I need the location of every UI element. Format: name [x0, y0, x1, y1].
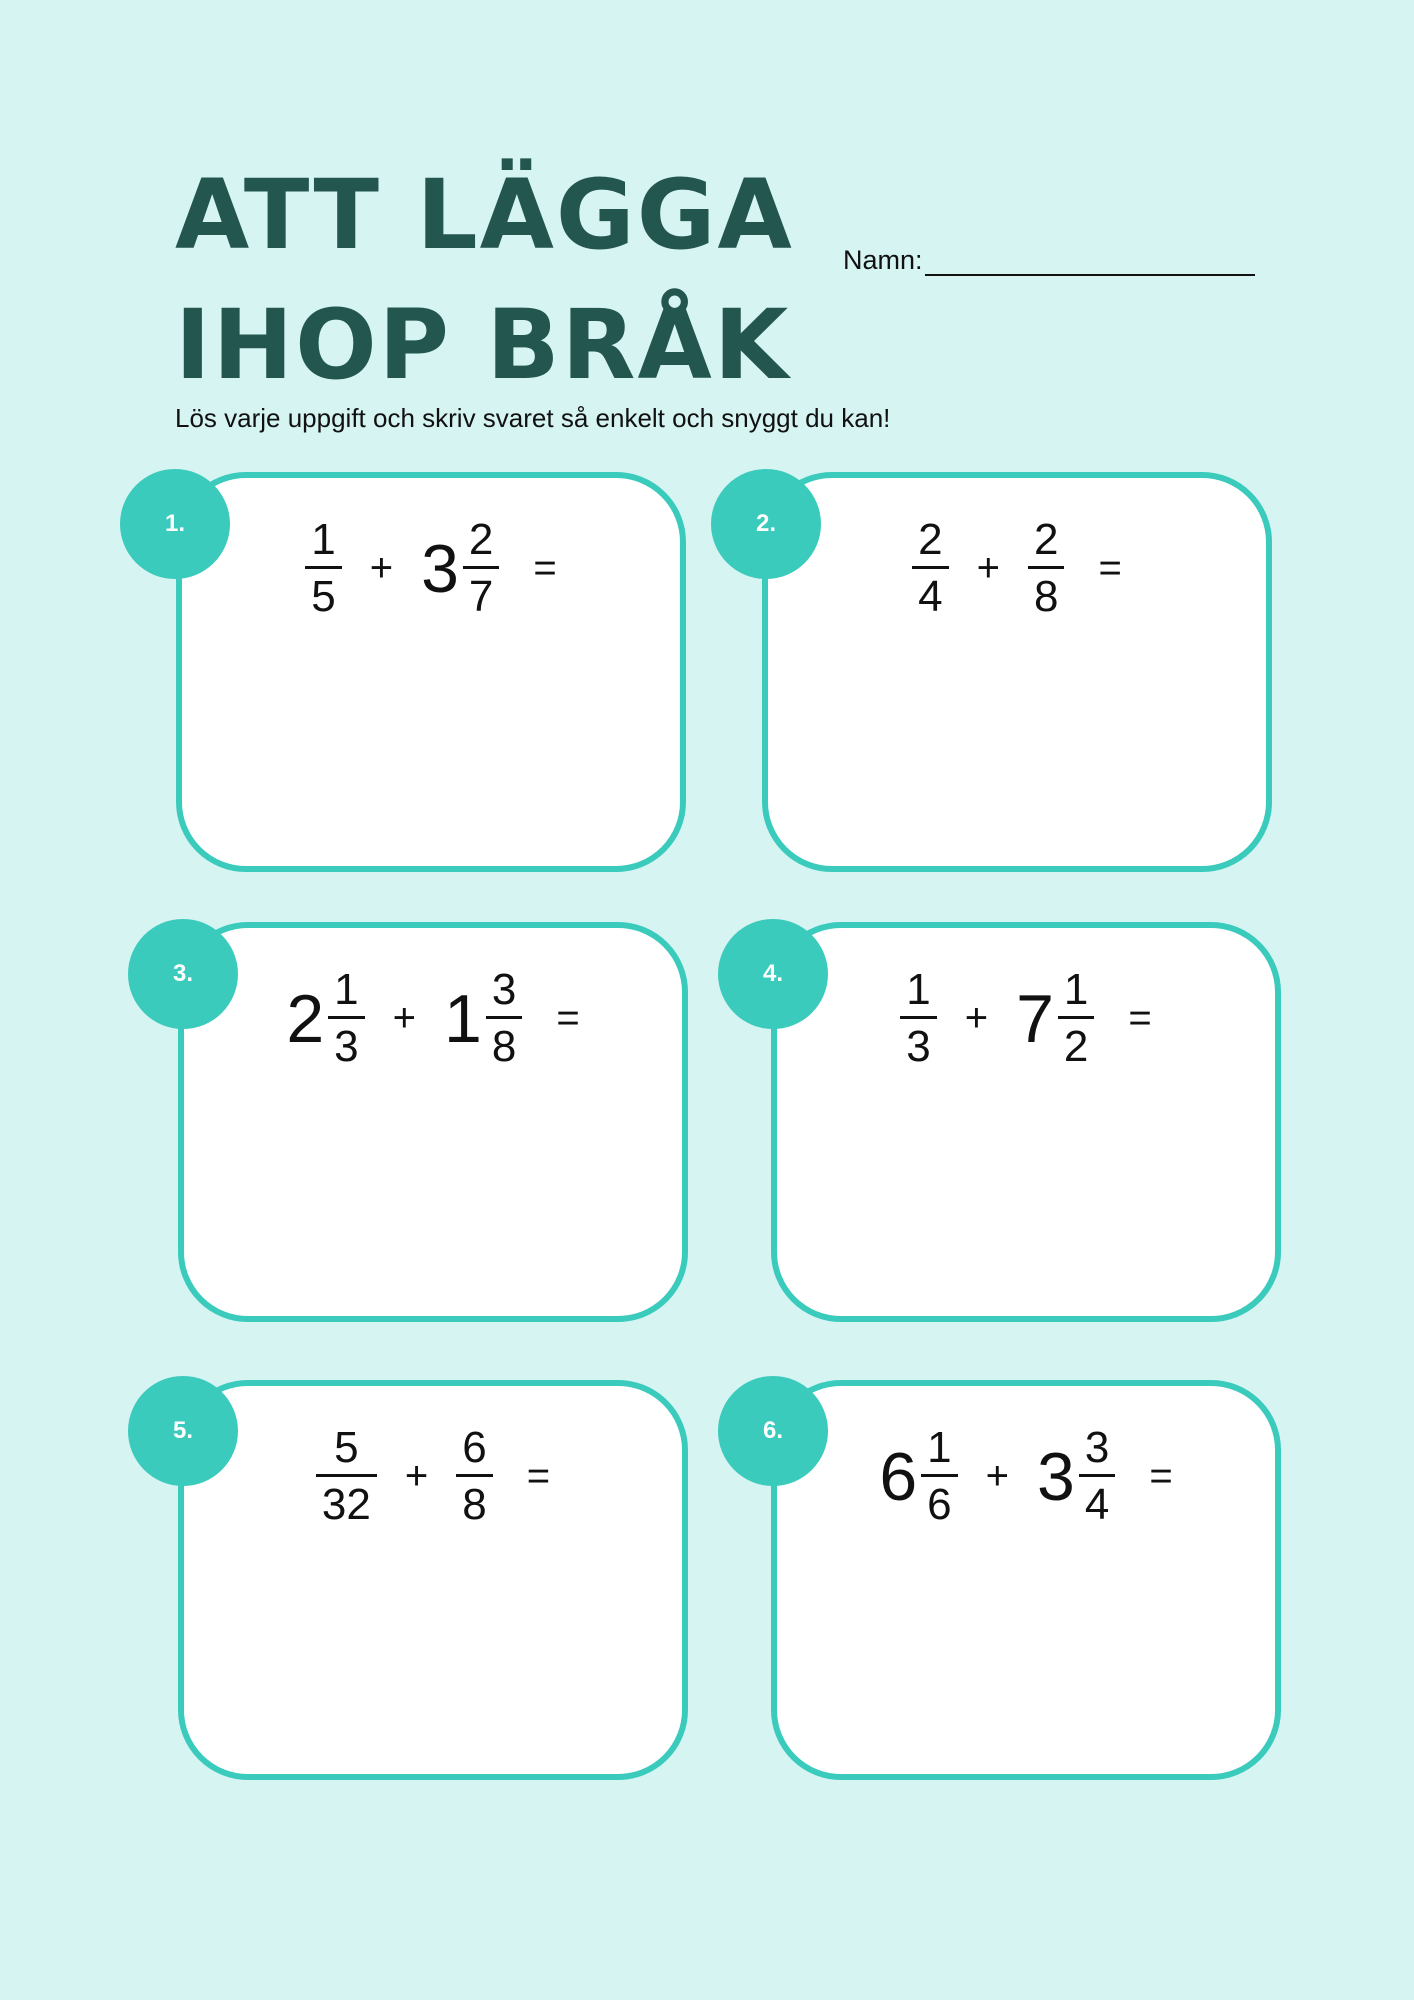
- fraction-expression: [184, 965, 682, 1071]
- plus-sign: +: [964, 996, 989, 1040]
- denominator: 6: [921, 1474, 957, 1527]
- whole-number: 3: [421, 530, 459, 607]
- whole-number: 6: [879, 1438, 918, 1515]
- numerator: 1: [1063, 965, 1089, 1014]
- numerator: 1: [906, 965, 931, 1014]
- problem-card-2[interactable]: [762, 472, 1272, 872]
- equals-sign: =: [533, 546, 557, 590]
- name-answer-line[interactable]: [925, 240, 1255, 276]
- equals-sign: =: [526, 1454, 551, 1498]
- fraction-expression: [768, 515, 1266, 621]
- numerator: 3: [1084, 1423, 1110, 1472]
- numerator: 3: [491, 965, 517, 1014]
- numerator: 6: [462, 1423, 487, 1472]
- mixed-number: [444, 965, 522, 1071]
- fraction: [900, 965, 936, 1071]
- mixed-number: [286, 965, 364, 1071]
- plus-sign: +: [976, 546, 1000, 590]
- fraction-term: [900, 965, 936, 1071]
- numerator: 1: [334, 965, 359, 1014]
- problem-number-badge-4: 4.: [718, 919, 828, 1029]
- denominator: 3: [900, 1016, 936, 1069]
- fraction-term: [305, 515, 341, 621]
- problem-number-badge-1: 1.: [120, 469, 230, 579]
- denominator: 3: [328, 1016, 364, 1069]
- plus-sign: +: [369, 546, 394, 590]
- numerator: 5: [334, 1423, 359, 1472]
- denominator: 2: [1058, 1016, 1094, 1069]
- title-line-2: IHOP BRÅK: [175, 289, 791, 401]
- title-line-1: ATT LÄGGA: [175, 159, 794, 271]
- mixed-number: [1016, 965, 1094, 1071]
- name-field[interactable]: [843, 240, 1255, 276]
- fraction: [921, 1423, 957, 1529]
- equals-sign: =: [1128, 996, 1152, 1040]
- mixed-number: [879, 1423, 957, 1529]
- worksheet-title: [175, 150, 794, 410]
- fraction-expression: [777, 965, 1275, 1071]
- numerator: 2: [1034, 515, 1059, 564]
- fraction-expression: [777, 1423, 1275, 1529]
- equals-sign: =: [1098, 546, 1122, 590]
- problem-card-1[interactable]: [176, 472, 686, 872]
- whole-number: 1: [444, 980, 482, 1057]
- fraction: [328, 965, 364, 1071]
- numerator: 1: [927, 1423, 952, 1472]
- equals-sign: =: [1149, 1454, 1173, 1498]
- fraction-term: [456, 1423, 492, 1529]
- denominator: 4: [912, 566, 948, 619]
- fraction-term: [1028, 515, 1064, 621]
- plus-sign: +: [404, 1454, 429, 1498]
- denominator: 4: [1079, 1474, 1115, 1527]
- problem-card-4[interactable]: [771, 922, 1281, 1322]
- numerator: 2: [918, 515, 943, 564]
- denominator: 8: [486, 1016, 522, 1069]
- whole-number: 3: [1037, 1438, 1075, 1515]
- name-label: Namn:: [843, 245, 923, 275]
- whole-number: 2: [286, 980, 325, 1057]
- numerator: 1: [311, 515, 336, 564]
- fraction: [463, 515, 499, 621]
- whole-number: 7: [1016, 980, 1054, 1057]
- problem-card-3[interactable]: [178, 922, 688, 1322]
- plus-sign: +: [392, 996, 416, 1040]
- fraction: [316, 1423, 377, 1529]
- fraction-term: [912, 515, 948, 621]
- plus-sign: +: [985, 1454, 1009, 1498]
- numerator: 2: [468, 515, 494, 564]
- denominator: 7: [463, 566, 499, 619]
- equals-sign: =: [556, 996, 580, 1040]
- problem-number-badge-6: 6.: [718, 1376, 828, 1486]
- problem-card-5[interactable]: [178, 1380, 688, 1780]
- fraction: [305, 515, 341, 621]
- fraction: [1058, 965, 1094, 1071]
- mixed-number: [1037, 1423, 1115, 1529]
- problem-card-6[interactable]: [771, 1380, 1281, 1780]
- denominator: 8: [1028, 566, 1064, 619]
- fraction: [486, 965, 522, 1071]
- denominator: 32: [316, 1474, 377, 1527]
- fraction: [456, 1423, 492, 1529]
- fraction-expression: [184, 1423, 682, 1529]
- fraction: [1028, 515, 1064, 621]
- mixed-number: [421, 515, 499, 621]
- problem-number-badge-2: 2.: [711, 469, 821, 579]
- denominator: 8: [456, 1474, 492, 1527]
- problem-number-badge-3: 3.: [128, 919, 238, 1029]
- denominator: 5: [305, 566, 341, 619]
- instructions: Lös varje uppgift och skriv svaret så enkelt och snyggt du kan!: [175, 403, 891, 433]
- fraction: [1079, 1423, 1115, 1529]
- fraction: [912, 515, 948, 621]
- problem-number-badge-5: 5.: [128, 1376, 238, 1486]
- fraction-expression: [182, 515, 680, 621]
- fraction-term: [316, 1423, 377, 1529]
